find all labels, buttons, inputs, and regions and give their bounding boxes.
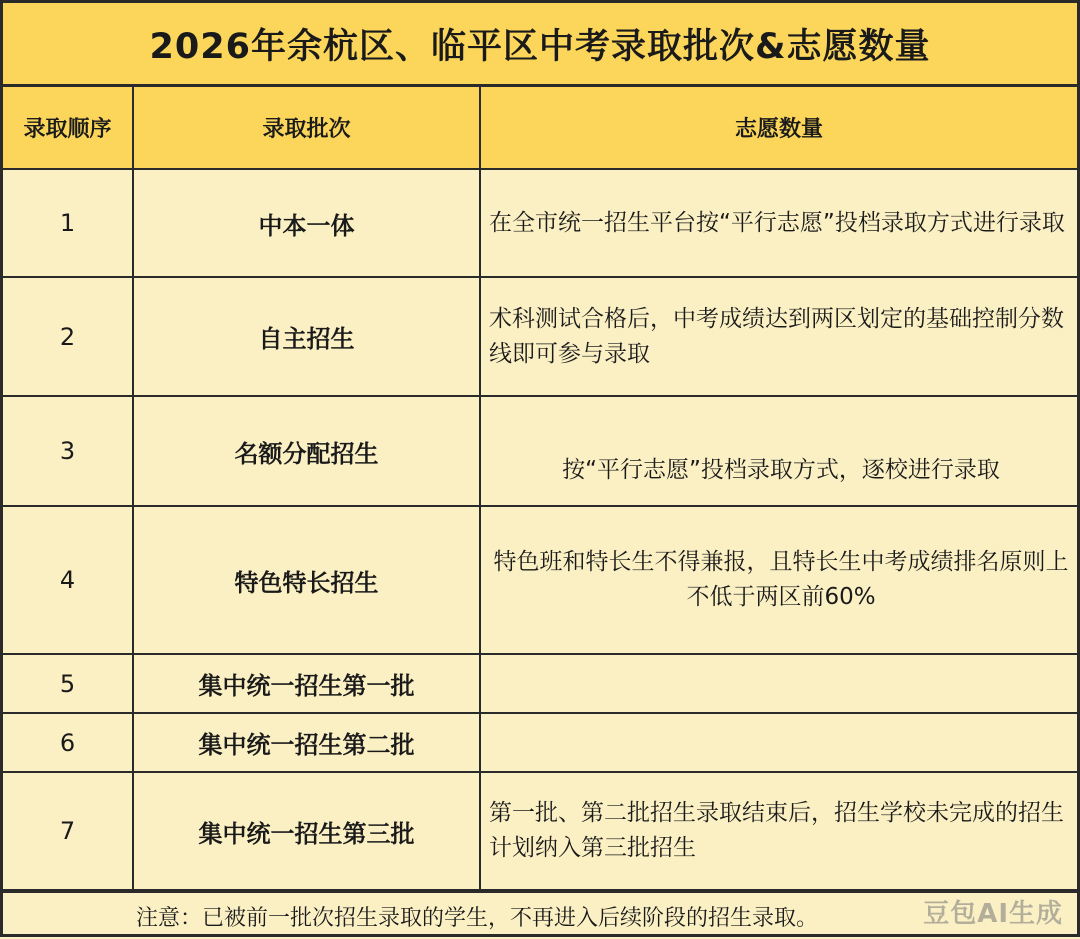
header-volunteers: 志愿数量 [480, 87, 1077, 169]
row-batch: 集中统一招生第一批 [133, 654, 480, 713]
header-order: 录取顺序 [3, 87, 133, 169]
row-desc-text: 按“平行志愿”投档录取方式，逐校进行录取 [562, 456, 1000, 483]
row-order: 2 [3, 277, 133, 396]
table-header-row [3, 87, 1077, 169]
row-batch: 集中统一招生第二批 [133, 713, 480, 772]
row-batch: 名额分配招生 [133, 396, 480, 506]
watermark: 豆包AI生成 [923, 899, 1063, 929]
row-order: 4 [3, 506, 133, 654]
page-title: 2026年余杭区、临平区中考录取批次&志愿数量 [3, 3, 1077, 87]
row-desc: 在全市统一招生平台按“平行志愿”投档录取方式进行录取 [480, 169, 1077, 277]
row-desc: 术科测试合格后，中考成绩达到两区划定的基础控制分数线即可参与录取 [480, 277, 1077, 396]
table-row [3, 654, 1077, 713]
table-row [3, 396, 1077, 506]
row-desc: 特色班和特长生不得兼报，且特长生中考成绩排名原则上不低于两区前60% [480, 506, 1077, 654]
row-batch: 集中统一招生第三批 [133, 772, 480, 890]
header-batch: 录取批次 [133, 87, 480, 169]
row-desc: 第一批、第二批招生录取结束后，招生学校未完成的招生计划纳入第三批招生 [480, 772, 1077, 890]
table-row [3, 713, 1077, 772]
footnote: 注意：已被前一批次招生录取的学生，不再进入后续阶段的招生录取。 [3, 891, 1077, 939]
row-order: 6 [3, 713, 133, 772]
table-row [3, 772, 1077, 890]
admission-table [3, 87, 1077, 891]
row-desc [480, 654, 1077, 713]
row-desc [480, 396, 1077, 506]
row-batch: 自主招生 [133, 277, 480, 396]
row-order: 5 [3, 654, 133, 713]
row-order: 3 [3, 396, 133, 506]
table-row [3, 277, 1077, 396]
row-order: 1 [3, 169, 133, 277]
table-row [3, 169, 1077, 277]
row-desc [480, 713, 1077, 772]
row-batch: 特色特长招生 [133, 506, 480, 654]
row-batch: 中本一体 [133, 169, 480, 277]
table-row [3, 506, 1077, 654]
row-order: 7 [3, 772, 133, 890]
